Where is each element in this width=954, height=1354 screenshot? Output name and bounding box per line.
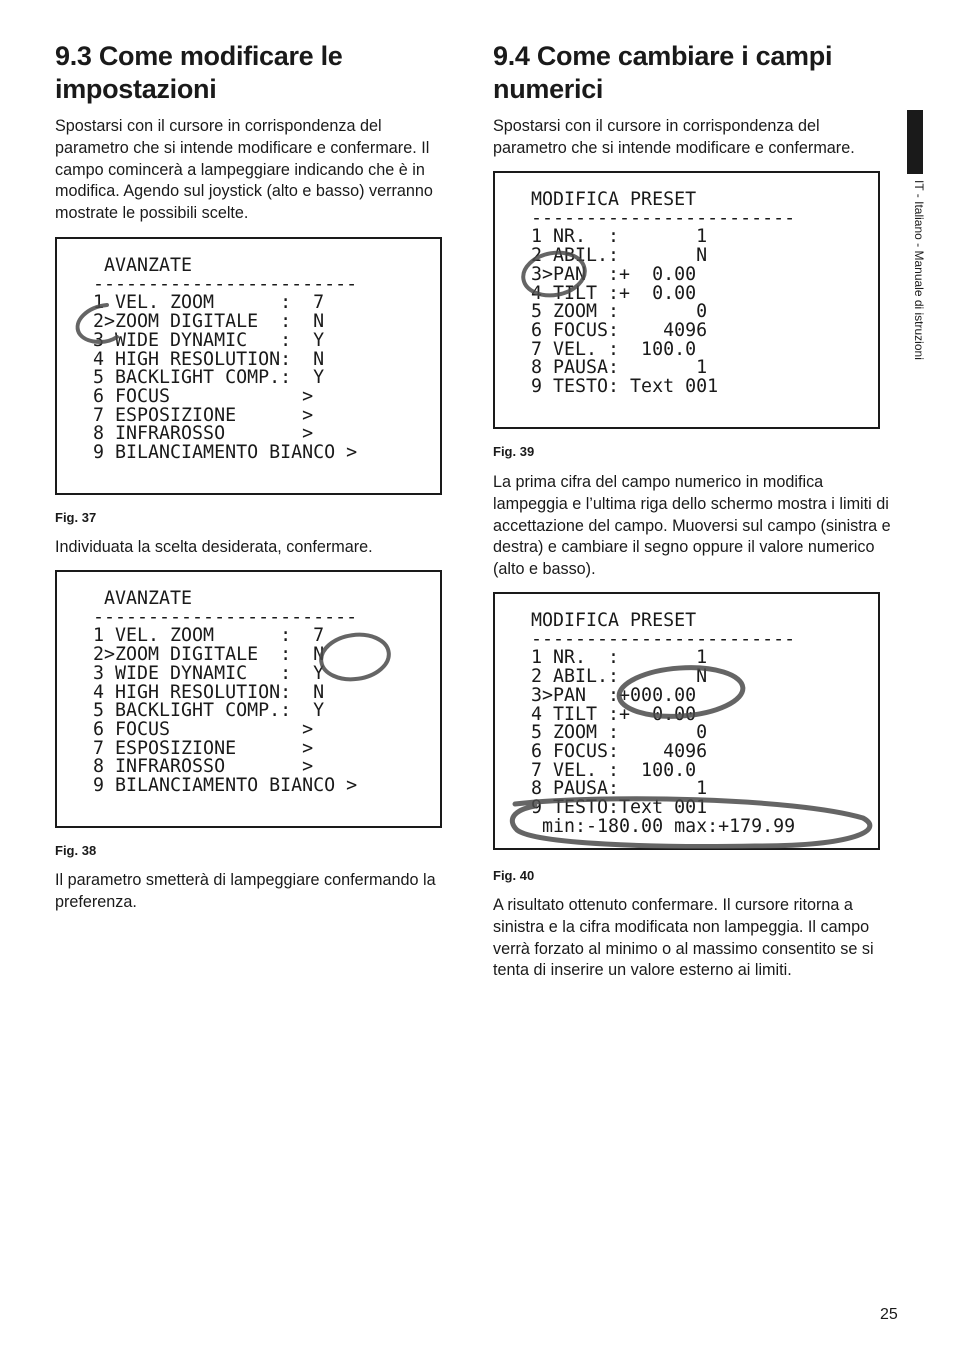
fig37-screen	[55, 237, 442, 495]
middle-paragraph-9-3: Individuata la scelta desiderata, confermare.	[55, 538, 373, 556]
fig40-caption: Fig. 40	[493, 868, 535, 883]
intro-paragraph-9-3: Spostarsi con il cursore in corrispondenza del parametro che si intende modificare e confermare. Il campo comincerà a lampeggiare indicando che è in modifica. Agendo sul joystick (alto e basso) verranno mostrate le possibili scelte.	[55, 117, 433, 223]
outro-paragraph-9-4: A risultato ottenuto confermare. Il cursore ritorna a sinistra e la cifra modificata non lampeggia. Il campo verrà forzato al minimo o al massimo consentito se si tenta di inserire un valore esterno ai limiti.	[493, 896, 874, 980]
intro-paragraph-9-4: Spostarsi con il cursore in corrispondenza del parametro che si intende modificare e confermare.	[493, 117, 855, 157]
outro-paragraph-9-3: Il parametro smetterà di lampeggiare confermando la preferenza.	[55, 871, 436, 911]
fig39-caption: Fig. 39	[493, 444, 535, 459]
section-heading-9-3: 9.3 Come modificare le impostazioni	[55, 41, 343, 104]
fig39-menu-text: MODIFICA PRESET ------------------------ 1 NR. : 1 2 ABIL.: N 3>PAN :+ 0.00 4 TILT :+ 0.00 5 ZOOM : 0 6 FOCUS: 4096 7 VEL. : 100.0 8 PAUSA: 1 9 TESTO: Text 001	[531, 189, 796, 398]
middle-paragraph-9-4: La prima cifra del campo numerico in modifica lampeggia e l’ultima riga dello schermo mostra i limiti di accettazione del campo. Muoversi sul campo (sinistra e destra) e cambiare il segno oppure il valore numerico (alto e basso).	[493, 473, 891, 579]
fig37-menu-text: AVANZATE ------------------------ 1 VEL. ZOOM : 7 2>ZOOM DIGITALE : N 3 WIDE DYNAMIC : Y 4 HIGH RESOLUTION: N 5 BACKLIGHT COMP.: Y 6 FOCUS > 7 ESPOSIZIONE > 8 INFRAROSSO > 9 BILANCIAMENTO BIANCO >	[93, 255, 358, 464]
side-label: IT - Italiano - Manuale di istruzioni	[912, 180, 926, 360]
fig38-caption: Fig. 38	[55, 843, 97, 858]
fig37-caption: Fig. 37	[55, 510, 97, 525]
fig38-menu-text: AVANZATE ------------------------ 1 VEL. ZOOM : 7 2>ZOOM DIGITALE : N 3 WIDE DYNAMIC : Y 4 HIGH RESOLUTION: N 5 BACKLIGHT COMP.: Y 6 FOCUS > 7 ESPOSIZIONE > 8 INFRAROSSO > 9 BILANCIAMENTO BIANCO >	[93, 588, 358, 797]
fig40-menu-text: MODIFICA PRESET ------------------------ 1 NR. : 1 2 ABIL.: N 3>PAN :+000.00 4 TILT :+ 0.00 5 ZOOM : 0 6 FOCUS: 4096 7 VEL. : 100.0 8 PAUSA: 1 9 TESTO:Text 001 min:-180.00 max:+179.99	[531, 610, 796, 837]
fig40-screen	[493, 592, 880, 850]
page-number: 25	[880, 1306, 898, 1323]
fig38-screen	[55, 570, 442, 828]
fig39-screen	[493, 171, 880, 429]
section-heading-9-4: 9.4 Come cambiare i campi numerici	[493, 41, 833, 104]
side-tab-marker	[907, 110, 923, 174]
